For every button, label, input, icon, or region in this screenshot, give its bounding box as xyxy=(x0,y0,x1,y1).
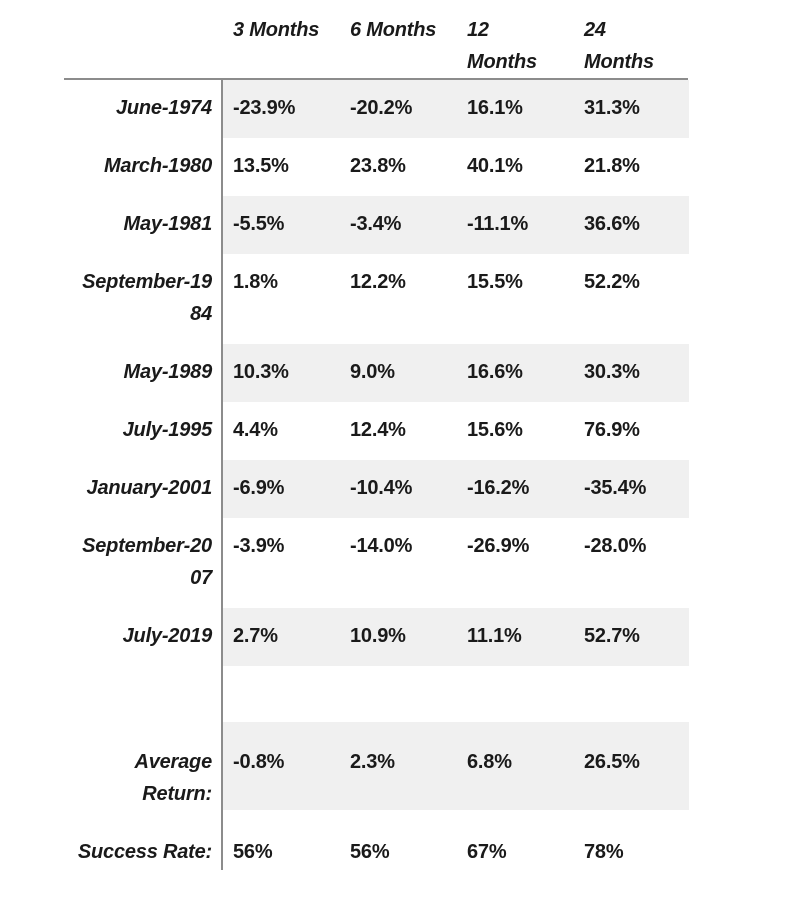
value-3-months: 1.8% xyxy=(233,271,278,293)
table-row xyxy=(0,402,811,460)
value-6-months: 56% xyxy=(350,841,390,863)
success-rate-row xyxy=(0,810,811,870)
value-3-months: -5.5% xyxy=(233,213,285,235)
table-header xyxy=(0,0,811,78)
value-24-months: 52.2% xyxy=(584,271,640,293)
value-3-months: -23.9% xyxy=(233,97,296,119)
row-label: May-1989 xyxy=(123,361,212,383)
value-3-months: 4.4% xyxy=(233,419,278,441)
value-12-months: 6.8% xyxy=(467,751,512,773)
value-12-months: 67% xyxy=(467,841,507,863)
value-6-months: 12.4% xyxy=(350,419,406,441)
row-label-divider xyxy=(221,78,223,870)
row-label: Average Return: xyxy=(134,751,212,805)
value-12-months: -16.2% xyxy=(467,477,530,499)
table-row xyxy=(0,518,811,608)
value-6-months: 9.0% xyxy=(350,361,395,383)
value-12-months: 11.1% xyxy=(467,625,522,647)
row-label: March-1980 xyxy=(103,155,212,177)
average-return-row xyxy=(0,722,811,810)
value-3-months: 10.3% xyxy=(233,361,289,383)
value-12-months: -11.1% xyxy=(467,213,529,235)
value-6-months: -14.0% xyxy=(350,535,413,557)
value-6-months: -3.4% xyxy=(350,213,402,235)
row-label: September-20 07 xyxy=(82,535,212,589)
table-row xyxy=(0,608,811,666)
value-3-months: 13.5% xyxy=(233,155,289,177)
value-3-months: -6.9% xyxy=(233,477,285,499)
table-row xyxy=(0,80,811,138)
value-3-months: 56% xyxy=(233,841,273,863)
value-24-months: 26.5% xyxy=(584,751,640,773)
value-12-months: 16.1% xyxy=(467,97,523,119)
value-24-months: -28.0% xyxy=(584,535,647,557)
header-6-months: 6 Months xyxy=(350,19,437,41)
header-12-months: 12 Months xyxy=(467,19,537,73)
value-12-months: 16.6% xyxy=(467,361,523,383)
row-label: July-1995 xyxy=(122,419,212,441)
value-6-months: -20.2% xyxy=(350,97,413,119)
table-row-blank xyxy=(0,666,811,722)
row-label: September-19 84 xyxy=(82,271,212,325)
value-6-months: 2.3% xyxy=(350,751,395,773)
value-12-months: 15.5% xyxy=(467,271,523,293)
table-row xyxy=(0,138,811,196)
value-24-months: 36.6% xyxy=(584,213,640,235)
row-label: Success Rate: xyxy=(77,841,212,863)
row-label: June-1974 xyxy=(115,97,212,119)
table-row xyxy=(0,460,811,518)
value-3-months: -0.8% xyxy=(233,751,285,773)
value-24-months: 30.3% xyxy=(584,361,640,383)
row-label: January-2001 xyxy=(86,477,212,499)
value-24-months: 52.7% xyxy=(584,625,640,647)
row-label: May-1981 xyxy=(123,213,212,235)
value-6-months: -10.4% xyxy=(350,477,413,499)
value-12-months: 15.6% xyxy=(467,419,523,441)
value-6-months: 12.2% xyxy=(350,271,406,293)
header-24-months: 24 Months xyxy=(584,19,654,73)
value-6-months: 23.8% xyxy=(350,155,406,177)
row-label: July-2019 xyxy=(122,625,212,647)
value-12-months: -26.9% xyxy=(467,535,530,557)
table-row xyxy=(0,344,811,402)
header-3-months: 3 Months xyxy=(233,19,320,41)
value-24-months: 21.8% xyxy=(584,155,640,177)
value-24-months: -35.4% xyxy=(584,477,647,499)
table-row xyxy=(0,254,811,344)
value-3-months: 2.7% xyxy=(233,625,278,647)
value-3-months: -3.9% xyxy=(233,535,285,557)
value-12-months: 40.1% xyxy=(467,155,523,177)
table-row xyxy=(0,196,811,254)
value-24-months: 78% xyxy=(584,841,624,863)
value-6-months: 10.9% xyxy=(350,625,406,647)
value-24-months: 76.9% xyxy=(584,419,640,441)
value-24-months: 31.3% xyxy=(584,97,640,119)
